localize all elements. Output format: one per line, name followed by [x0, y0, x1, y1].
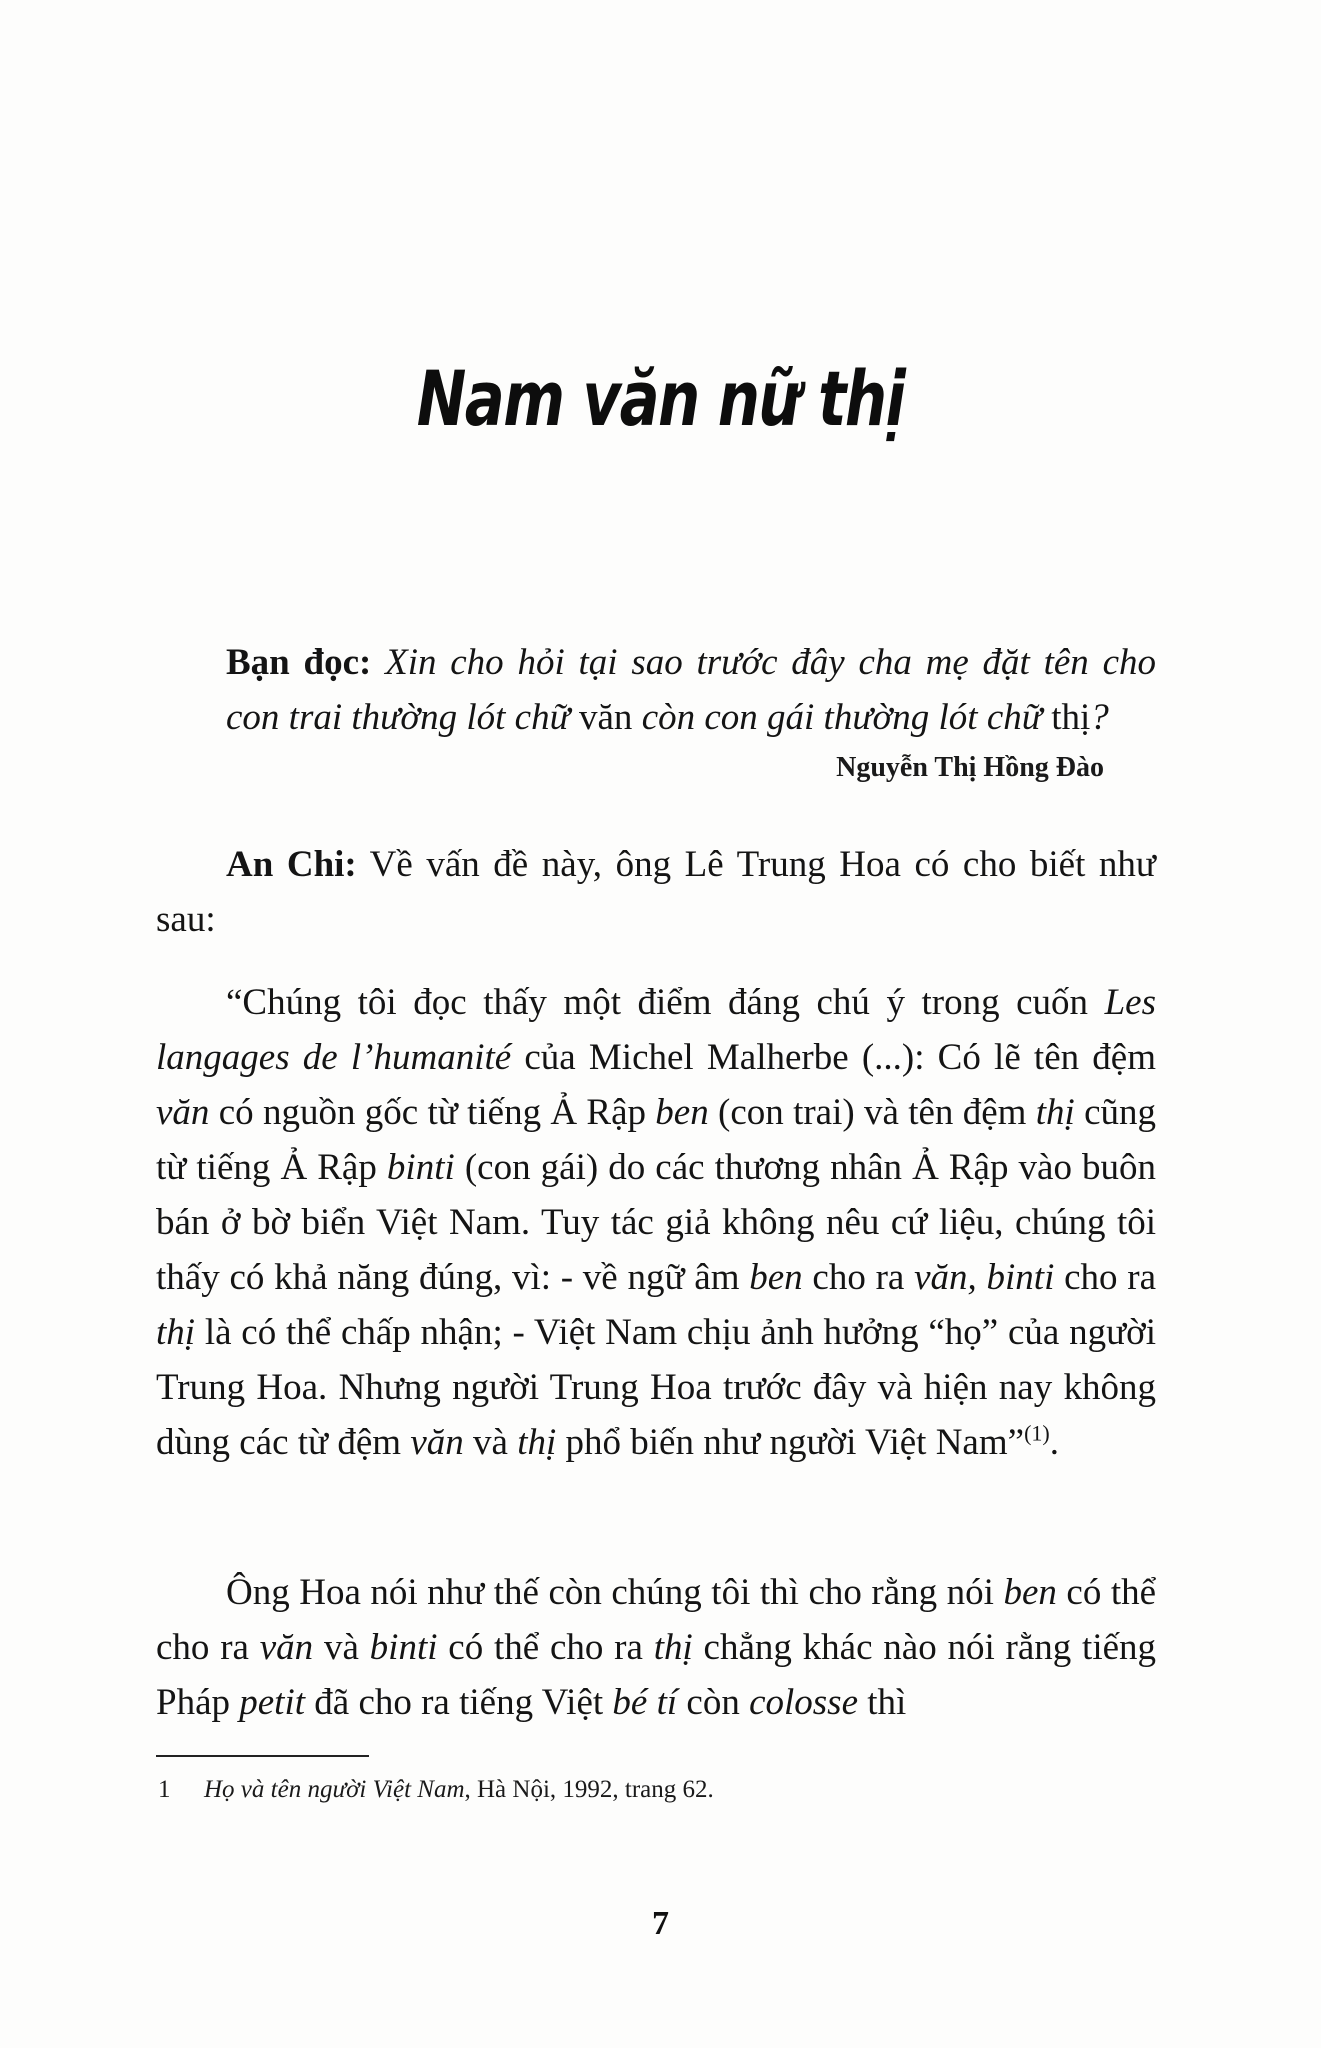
- question-word-van: văn: [579, 697, 633, 738]
- question-mark: ?: [1090, 697, 1109, 738]
- paragraph-text: đã cho ra tiếng Việt: [314, 1682, 604, 1723]
- term-thi: thị: [653, 1627, 693, 1668]
- footnote-reference: (1): [1024, 1420, 1050, 1446]
- quote-text: (con gái) do các thương nhân Ả Rập vào buôn bán ở bờ biển Việt Nam. Tuy tác giả không nêu cứ liệu, chúng tôi thấy có khả năng đúng, vì: - về ngữ âm: [156, 1147, 1157, 1298]
- term-petit: petit: [239, 1682, 306, 1723]
- question-text-middle: còn con gái thường lót chữ: [641, 697, 1042, 738]
- reader-signature: Nguyễn Thị Hồng Đào: [836, 752, 1104, 783]
- term-thi: thị: [517, 1422, 557, 1463]
- footnote: [158, 1772, 714, 1808]
- quote-text: cho ra: [812, 1257, 905, 1298]
- answer-text: Về vấn đề này, ông Lê Trung Hoa có cho biết như sau:: [156, 844, 1156, 940]
- paragraph-text: thì: [867, 1682, 907, 1723]
- quote-text: cho ra: [1064, 1257, 1157, 1298]
- page-number: 7: [652, 1905, 669, 1942]
- question-text: Xin cho hỏi tại sao trước đây cha mẹ đặt tên cho con trai thường lót chữ: [226, 642, 1156, 738]
- term-van: văn: [259, 1627, 314, 1668]
- chapter-title: Nam văn nữ thị: [416, 354, 905, 443]
- paragraph-text: có thể cho ra: [156, 1572, 1157, 1668]
- paragraph-text: chẳng khác nào nói rằng tiếng Pháp: [156, 1627, 1157, 1723]
- book-title: Les langages de l’humanité: [156, 982, 1157, 1078]
- term-binti: binti: [369, 1627, 438, 1668]
- paragraph-text: và: [323, 1627, 359, 1668]
- paragraph-text: còn: [686, 1682, 740, 1723]
- commentary-paragraph: [156, 1565, 1156, 1730]
- question-word-thi: thị: [1051, 697, 1091, 738]
- term-thi: thị: [1035, 1092, 1075, 1133]
- reader-question: [156, 635, 1156, 745]
- term-colosse: colosse: [749, 1682, 859, 1723]
- term-van: văn: [156, 1092, 210, 1133]
- term-ben: ben: [655, 1092, 709, 1133]
- quote-text: (con trai) và tên đệm: [718, 1092, 1027, 1133]
- term-ben: ben: [1003, 1572, 1057, 1613]
- term-van: văn: [410, 1422, 464, 1463]
- term-be-ti: bé tí: [612, 1682, 678, 1723]
- term-binti: binti: [986, 1257, 1055, 1298]
- quote-text: cũng từ tiếng Ả Rập: [156, 1092, 1157, 1188]
- footnote-number: 1: [158, 1776, 171, 1803]
- paragraph-text: Ông Hoa nói như thế còn chúng tôi thì cho rằng nói: [226, 1572, 994, 1613]
- question-label: Bạn đọc:: [226, 642, 372, 683]
- quote-text: có nguồn gốc từ tiếng Ả Rập: [218, 1092, 646, 1133]
- term-binti: binti: [386, 1147, 455, 1188]
- quote-text: của Michel Malherbe (...): Có lẽ tên đệm: [524, 1037, 1157, 1078]
- paragraph-text: có thể cho ra: [448, 1627, 643, 1668]
- term-thi: thị: [156, 1312, 196, 1353]
- footnote-divider: [156, 1755, 369, 1757]
- quote-text: là có thể chấp nhận; - Việt Nam chịu ảnh hưởng “họ” của người Trung Hoa. Nhưng người Trung Hoa trước đây và hiện nay không dùng các từ đệm: [156, 1312, 1156, 1463]
- footnote-book-title: Họ và tên người Việt Nam: [204, 1776, 465, 1803]
- footnote-details: , Hà Nội, 1992, trang 62.: [464, 1776, 714, 1803]
- quote-text: và: [473, 1422, 508, 1463]
- term-ben: ben: [749, 1257, 803, 1298]
- quote-text: phổ biến như người Việt Nam”: [565, 1422, 1025, 1463]
- answer-label: An Chi:: [226, 844, 357, 885]
- term-van: văn,: [914, 1257, 977, 1298]
- quote-text: “Chúng tôi đọc thấy một điểm đáng chú ý trong cuốn: [226, 982, 1089, 1023]
- answer-paragraph: [156, 837, 1156, 947]
- quote-paragraph: [156, 975, 1156, 1470]
- quote-end: .: [1049, 1422, 1059, 1463]
